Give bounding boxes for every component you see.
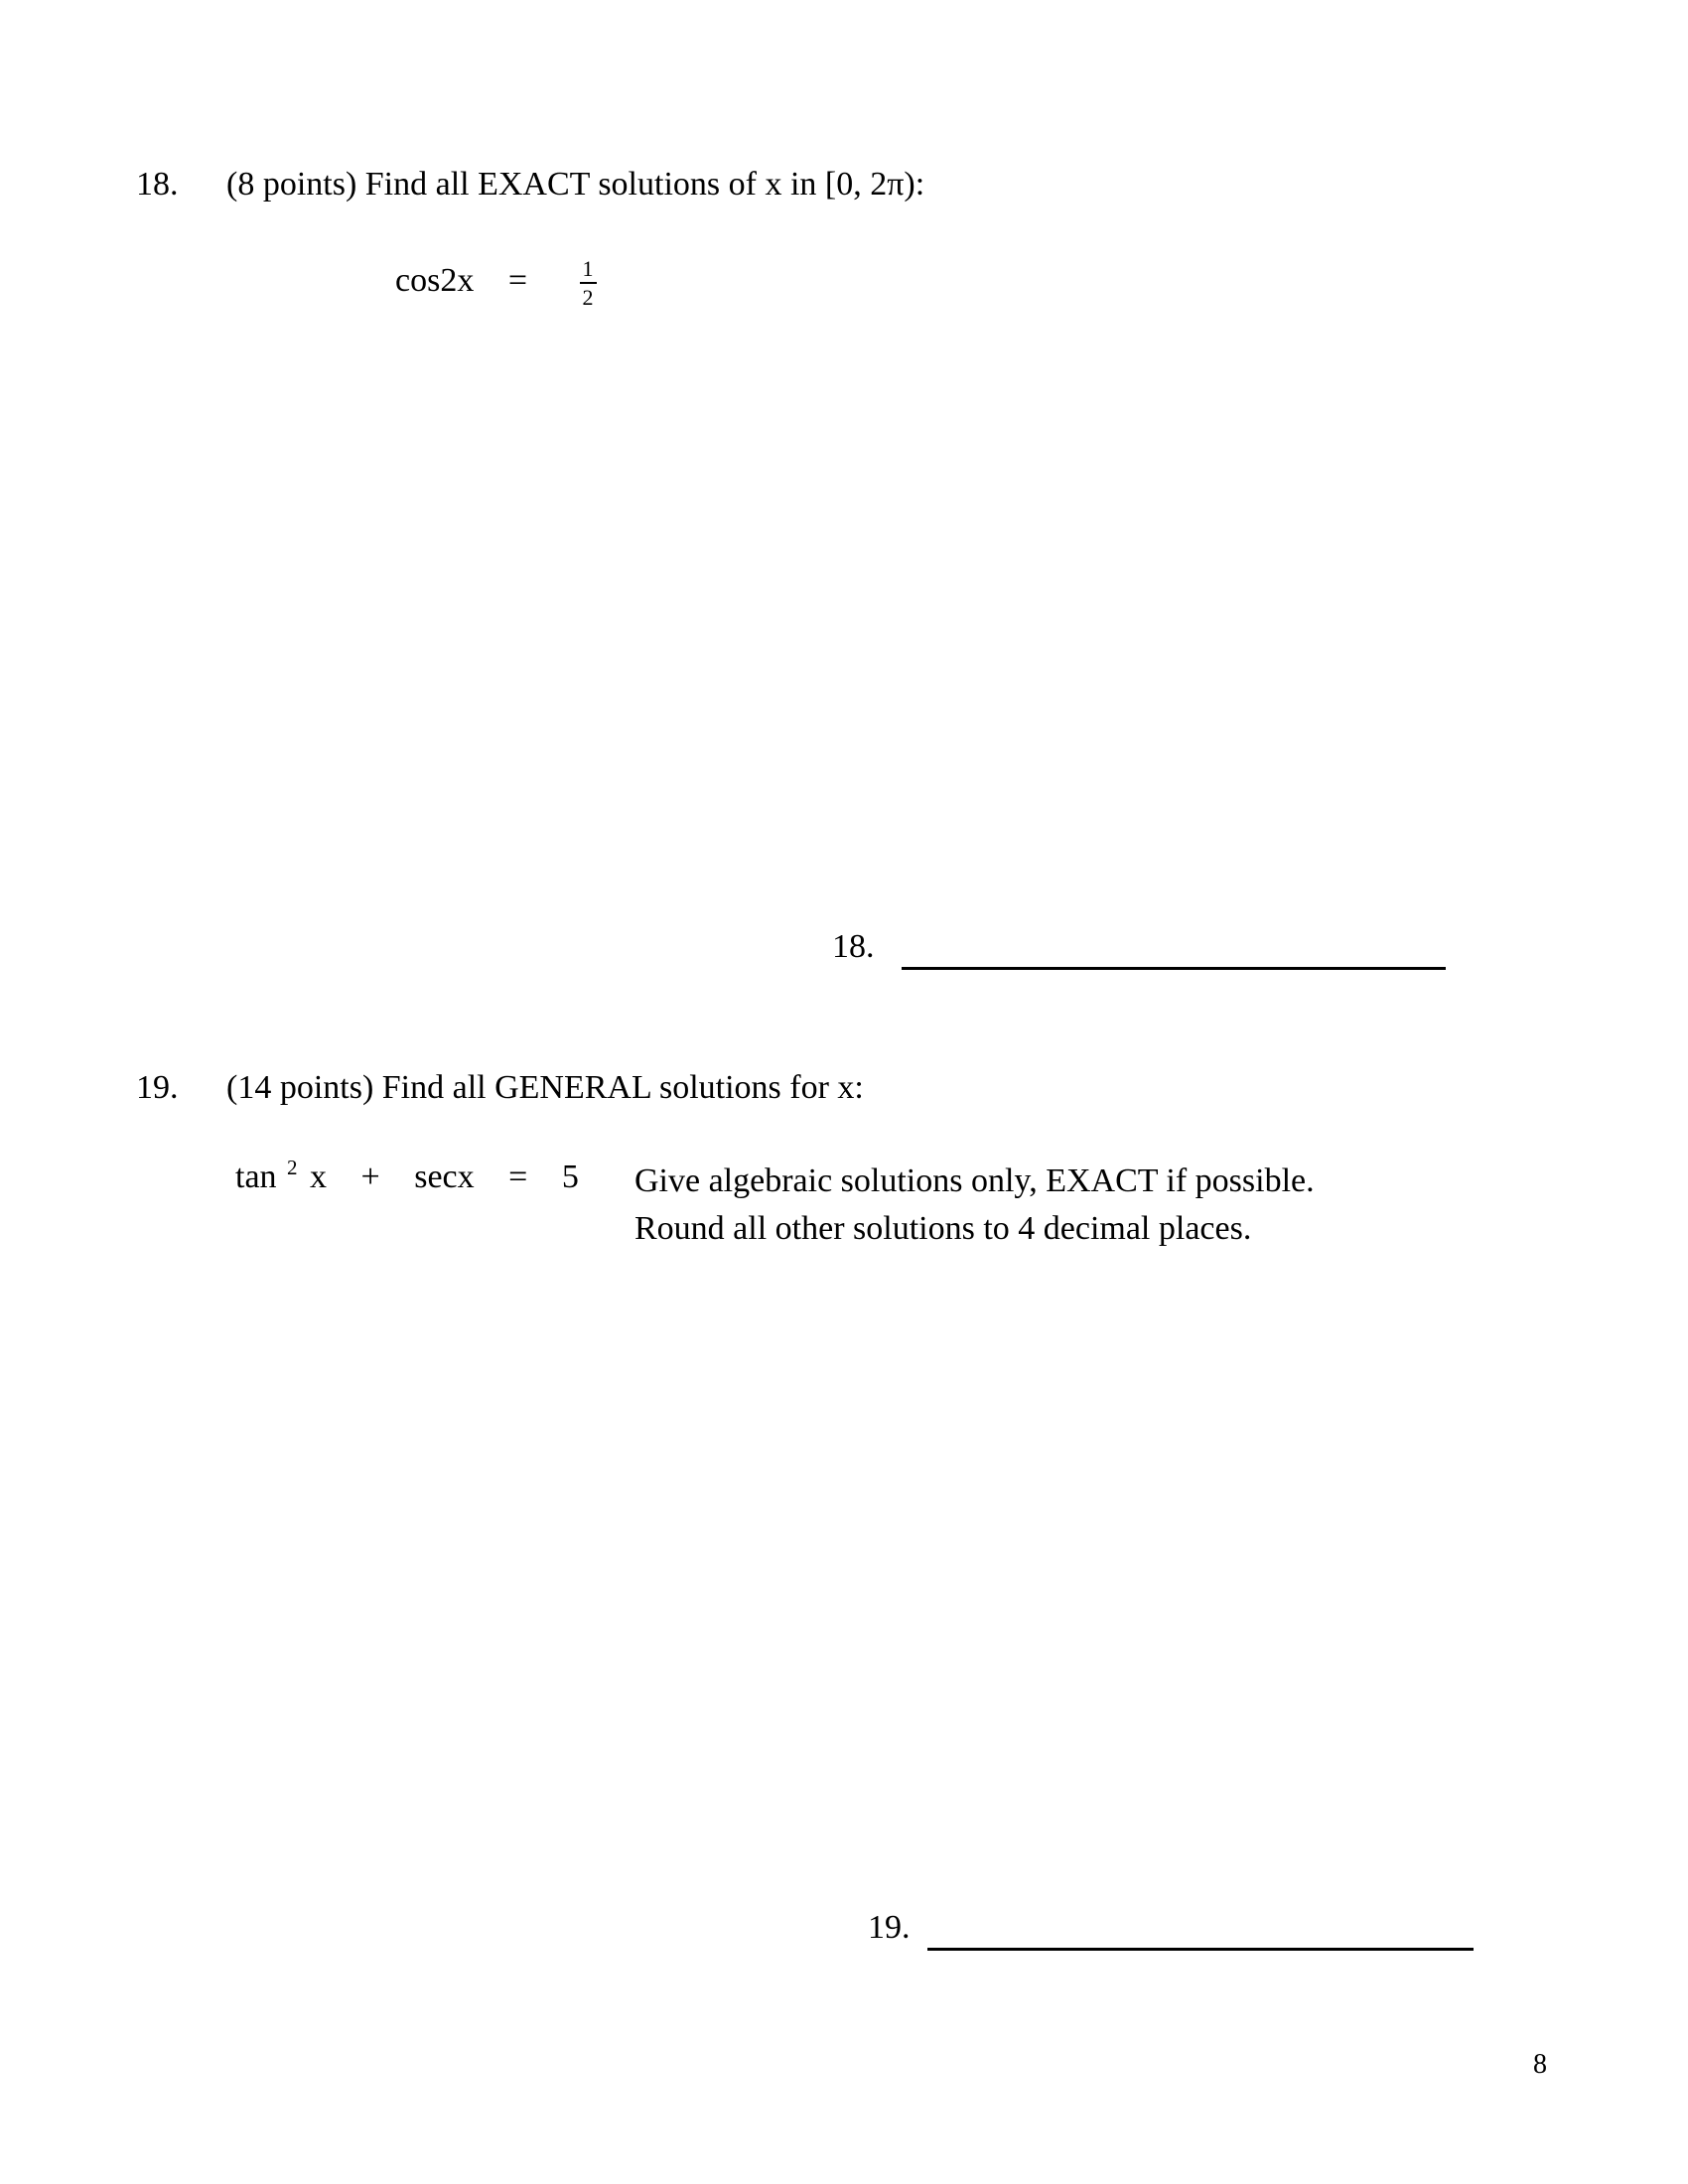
equation-19-equals-sign: = — [508, 1159, 528, 1195]
answer-18-blank — [902, 929, 1446, 970]
equation-19-second-term: secx — [414, 1159, 475, 1195]
equation-18 — [395, 256, 597, 311]
equation-19 — [235, 1155, 579, 1200]
equation-18-equals-sign: = — [507, 262, 528, 300]
equation-19-rhs: 5 — [561, 1159, 579, 1195]
page-number: 8 — [1533, 2049, 1547, 2080]
fraction-one-half — [580, 256, 597, 311]
instruction-line-1: Give algebraic solutions only, EXACT if possible. — [634, 1162, 1315, 1199]
answer-18-label: 18. — [832, 928, 875, 965]
question-18-number: 18. — [136, 166, 179, 203]
answer-19-blank — [927, 1910, 1474, 1951]
equation-19-variable: x — [310, 1159, 328, 1195]
instruction-line-2: Round all other solutions to 4 decimal places. — [634, 1210, 1252, 1247]
question-18-prompt: (8 points) Find all EXACT solutions of x in [0, 2π): — [226, 166, 925, 203]
equation-18-lhs: cos2x — [395, 262, 475, 300]
question-19-number: 19. — [136, 1069, 179, 1106]
equation-19-plus-sign: + — [360, 1159, 380, 1195]
fraction-denominator: 2 — [582, 285, 594, 311]
question-19-prompt: (14 points) Find all GENERAL solutions for x: — [226, 1069, 864, 1106]
equation-19-exponent: 2 — [287, 1155, 298, 1179]
answer-19-label: 19. — [868, 1909, 911, 1946]
fraction-numerator: 1 — [580, 256, 597, 284]
equation-19-function: tan — [235, 1159, 277, 1195]
